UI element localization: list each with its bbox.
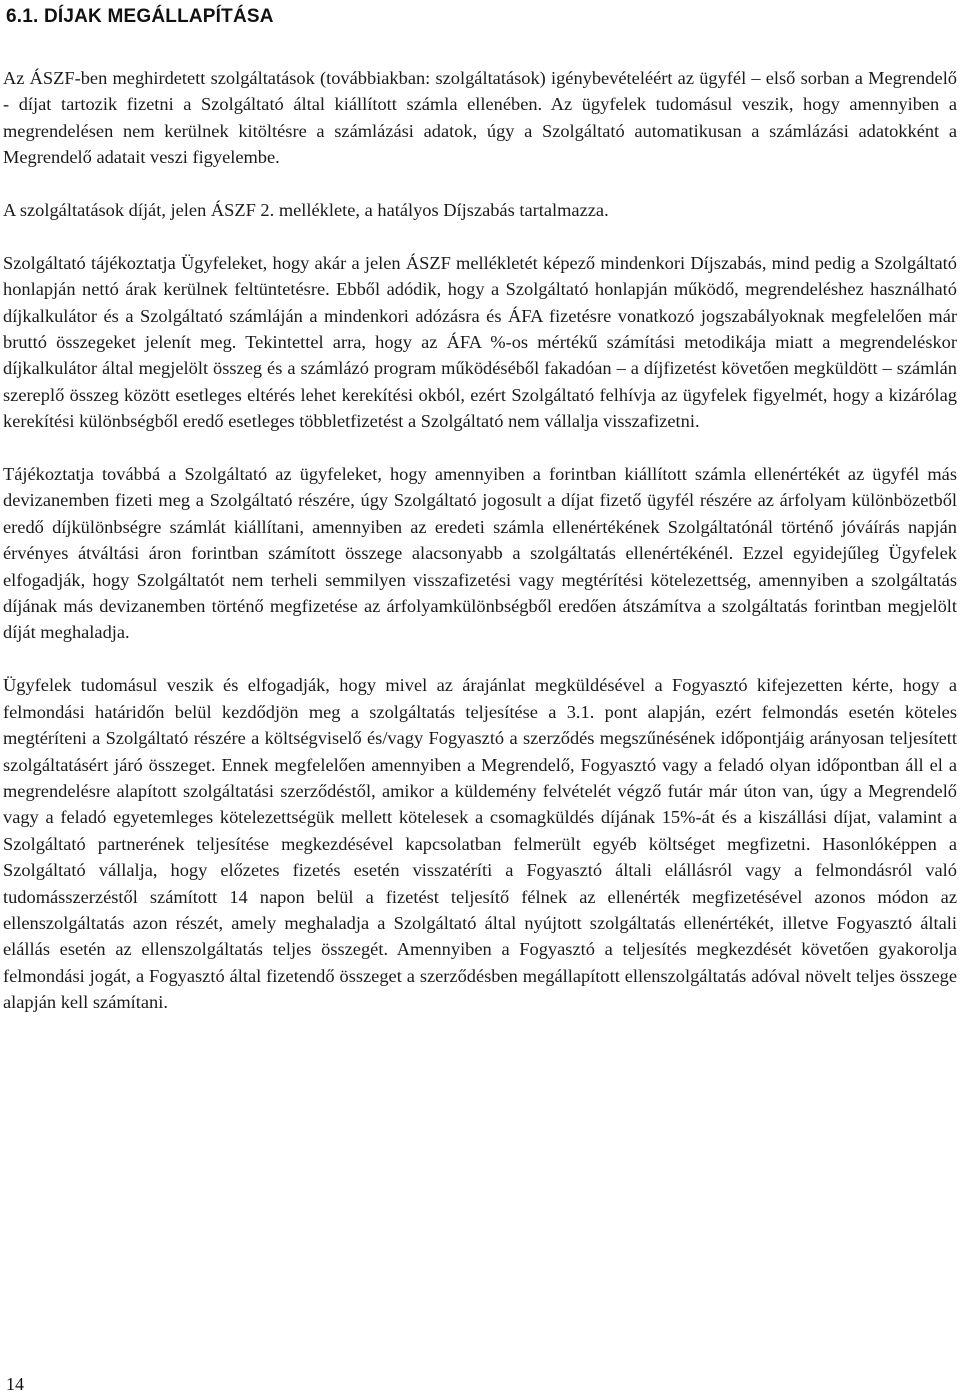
page-number: 14 bbox=[6, 1374, 24, 1394]
paragraph-withdrawal-costs: Ügyfelek tudomásul veszik és elfogadják, hogy mivel az árajánlat megküldésével a Fogyasztó kifejezetten kérte, hogy a felmondási határidőn belül kezdődjön meg a szolgáltatás teljesítése a 3.1. pont alapján, ezért felmondás esetén köteles megtéríteni a Szolgáltató részére a költségviselő és/vagy Fogyasztó a szerződés megszűnésének időpontjáig arányosan teljesített szolgáltatásért járó összeget. Ennek megfelelően amennyiben a Megrendelő, Fogyasztó vagy a feladó olyan időpontban áll el a megrendelésre alapított szolgáltatási szerződéstől, amikor a küldemény felvételét végző futár már úton van, úgy a Megrendelő vagy a feladó egyetemleges kötelezettségük mellett kötelesek a csomagküldés díjának 15%-át és a kiszállási díjat, valamint a Szolgáltató partnerének teljesítése megkezdésével kapcsolatban felmerült egyéb költséget megfizetni. Hasonlóképpen a Szolgáltató vállalja, hogy előzetes fizetés esetén visszatéríti a Fogyasztó általi elállásról vagy a felmondásról való tudomásszerzéstől számított 14 napon belül a fizetést teljesítő félnek az ellenérték megfizetésével azonos módon az ellenszolgáltatás azon részét, amely meghaladja a Szolgáltató által nyújtott szolgáltatás ellenértékét, illetve Fogyasztó általi elállás esetén az ellenszolgáltatás teljes összegét. Amennyiben a Fogyasztó a teljesítés megkezdését követően gyakorolja felmondási jogát, a Fogyasztó által fizetendő összeget a szerződésben megállapított ellenszolgáltatás adóval növelt teljes összege alapján kell számítani. bbox=[3, 675, 957, 1013]
document-body bbox=[3, 65, 957, 1016]
paragraph-currency-difference: Tájékoztatja továbbá a Szolgáltató az ügyfeleket, hogy amennyiben a forintban kiállított számla ellenértékét az ügyfél más devizanemben fizeti meg a Szolgáltató részére, úgy Szolgáltató jogosult a díjat fizető ügyfél részére az árfolyam különbözetből eredő díjkülönbségre számlát kiállítani, amennyiben az eredeti számla ellenértékének Szolgáltatónál történő jóváírás napján érvényes átváltási áron forintban számított összege alacsonyabb a szolgáltatás ellenértékénél. Ezzel egyidejűleg Ügyfelek elfogadják, hogy Szolgáltatót nem terheli semmilyen visszafizetési vagy megtérítési kötelezettség, amennyiben a szolgáltatás díjának más devizanemben történő megfizetése az árfolyamkülönbségből eredően átszámítva a szolgáltatás forintban megjelölt díját meghaladja. bbox=[3, 464, 957, 643]
paragraph-fee-schedule: A szolgáltatások díját, jelen ÁSZF 2. melléklete, a hatályos Díjszabás tartalmazza. bbox=[3, 200, 609, 221]
paragraph-fee-billing: Az ÁSZF-ben meghirdetett szolgáltatások (továbbiakban: szolgáltatások) igénybevételéért az ügyfél – első sorban a Megrendelő - díjat tartozik fizetni a Szolgáltató által kiállított számla ellenében. Az ügyfelek tudomásul veszik, hogy amennyiben a megrendelésen nem kerülnek kitöltésre a számlázási adatok, úgy a Szolgáltató automatikusan a számlázási adatokként a Megrendelő adatait veszi figyelembe. bbox=[3, 68, 957, 168]
section-heading: 6.1. DÍJAK MEGÁLLAPÍTÁSA bbox=[6, 6, 274, 27]
paragraph-vat-rounding: Szolgáltató tájékoztatja Ügyfeleket, hogy akár a jelen ÁSZF mellékletét képező mindenkori Díjszabás, mind pedig a Szolgáltató honlapján nettó árak kerülnek feltüntetésre. Ebből adódik, hogy a Szolgáltató honlapján működő, megrendeléshez használható díjkalkulátor és a Szolgáltató számláján a mindenkori adózásra és ÁFA fizetésre vonatkozó jogszabályoknak megfelelően már bruttó összegeket jelenít meg. Tekintettel arra, hogy az ÁFA %-os mértékű számítási metodikája miatt a megrendeléskor díjkalkulátor által megjelölt összeg és a számlázó program működéséből fakadóan – a díjfizetést követően megküldött – számlán szereplő összeg között esetleges eltérés lehet kerekítési okból, ezért Szolgáltató felhívja az ügyfelek figyelmét, hogy a kizárólag kerekítési különbségből eredő esetleges többletfizetést a Szolgáltató nem vállalja visszafizetni. bbox=[3, 252, 957, 432]
